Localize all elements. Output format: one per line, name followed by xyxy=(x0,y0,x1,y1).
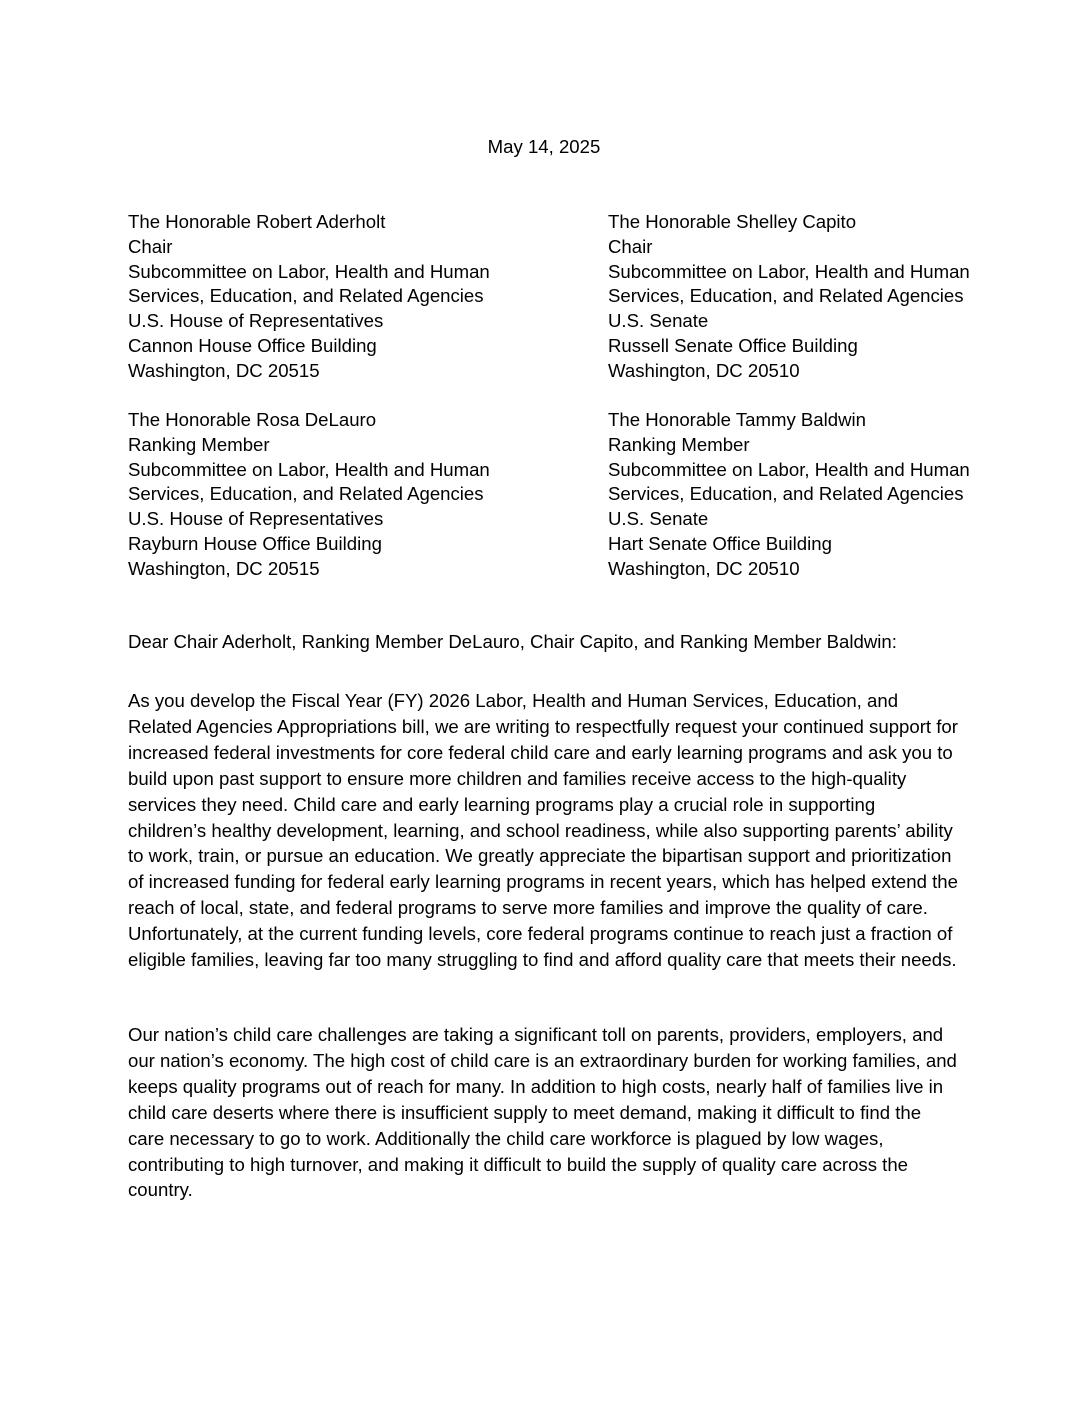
addressee-committee-line-2: Services, Education, and Related Agencies xyxy=(608,285,964,307)
addressee-city: Washington, DC 20510 xyxy=(608,557,800,579)
body-paragraph-2: Our nation’s child care challenges are taking a significant toll on parents, providers, employers, and our nation’s economy. The high cost of child care is an extraordinary burden for working families, and keeps quality programs out of reach for many. In addition to high costs, nearly half of families live in child care deserts where there is insufficient supply to meet demand, making it difficult to find the care necessary to go to work. Additionally the child care workforce is plagued by low wages, contributing to high turnover, and making it difficult to build the supply of quality care across the country. xyxy=(128,1024,957,1201)
addressee-baldwin xyxy=(608,408,970,582)
addressee-city: Washington, DC 20515 xyxy=(128,359,320,381)
addressee-committee-line-1: Subcommittee on Labor, Health and Human xyxy=(608,260,970,282)
addressee-committee-line-2: Services, Education, and Related Agencies xyxy=(608,483,964,505)
addressee-chamber: U.S. Senate xyxy=(608,508,709,530)
addressee-title: Ranking Member xyxy=(128,433,270,455)
addressee-city: Washington, DC 20515 xyxy=(128,557,320,579)
addressee-title: Ranking Member xyxy=(608,433,750,455)
addressee-building: Russell Senate Office Building xyxy=(608,334,858,356)
addressee-name: The Honorable Shelley Capito xyxy=(608,211,857,232)
addressee-aderholt xyxy=(128,210,490,384)
addressee-name: The Honorable Rosa DeLauro xyxy=(128,409,377,430)
addressee-building: Cannon House Office Building xyxy=(128,334,377,356)
body-paragraph-1: As you develop the Fiscal Year (FY) 2026 Labor, Health and Human Services, Education, and Related Agencies Appropriations bill, we are writing to respectfully request your continued support for increased federal investments for core federal child care and early learning programs and ask you to build upon past support to ensure more children and families receive access to the high-quality services they need. Child care and early learning programs play a crucial role in supporting children’s healthy development, learning, and school readiness, while also supporting parents’ ability to work, train, or pursue an education. We greatly appreciate the bipartisan support and prioritization of increased funding for federal early learning programs in recent years, which has helped extend the reach of local, state, and federal programs to serve more families and improve the quality of care. Unfortunately, at the current funding levels, core federal programs continue to reach just a fraction of eligible families, leaving far too many struggling to find and afford quality care that meets their needs. xyxy=(128,690,958,971)
addressee-title: Chair xyxy=(128,235,173,257)
salutation: Dear Chair Aderholt, Ranking Member DeLauro, Chair Capito, and Ranking Member Baldwin: xyxy=(128,631,897,652)
addressee-committee-line-1: Subcommittee on Labor, Health and Human xyxy=(128,260,490,282)
addressee-committee-line-1: Subcommittee on Labor, Health and Human xyxy=(608,458,970,480)
addressee-city: Washington, DC 20510 xyxy=(608,359,800,381)
addressee-chamber: U.S. House of Representatives xyxy=(128,508,384,530)
addressee-capito xyxy=(608,210,970,384)
addressee-title: Chair xyxy=(608,235,653,257)
letter-date: May 14, 2025 xyxy=(487,136,601,157)
addressee-chamber: U.S. House of Representatives xyxy=(128,310,384,332)
addressee-name: The Honorable Robert Aderholt xyxy=(128,211,386,232)
addressee-committee-line-2: Services, Education, and Related Agencies xyxy=(128,483,484,505)
addressee-committee-line-2: Services, Education, and Related Agencies xyxy=(128,285,484,307)
addressee-committee-line-1: Subcommittee on Labor, Health and Human xyxy=(128,458,490,480)
addressee-building: Rayburn House Office Building xyxy=(128,532,382,554)
addressee-name: The Honorable Tammy Baldwin xyxy=(608,409,867,430)
addressee-chamber: U.S. Senate xyxy=(608,310,709,332)
addressee-building: Hart Senate Office Building xyxy=(608,532,832,554)
addressee-delauro xyxy=(128,408,490,582)
